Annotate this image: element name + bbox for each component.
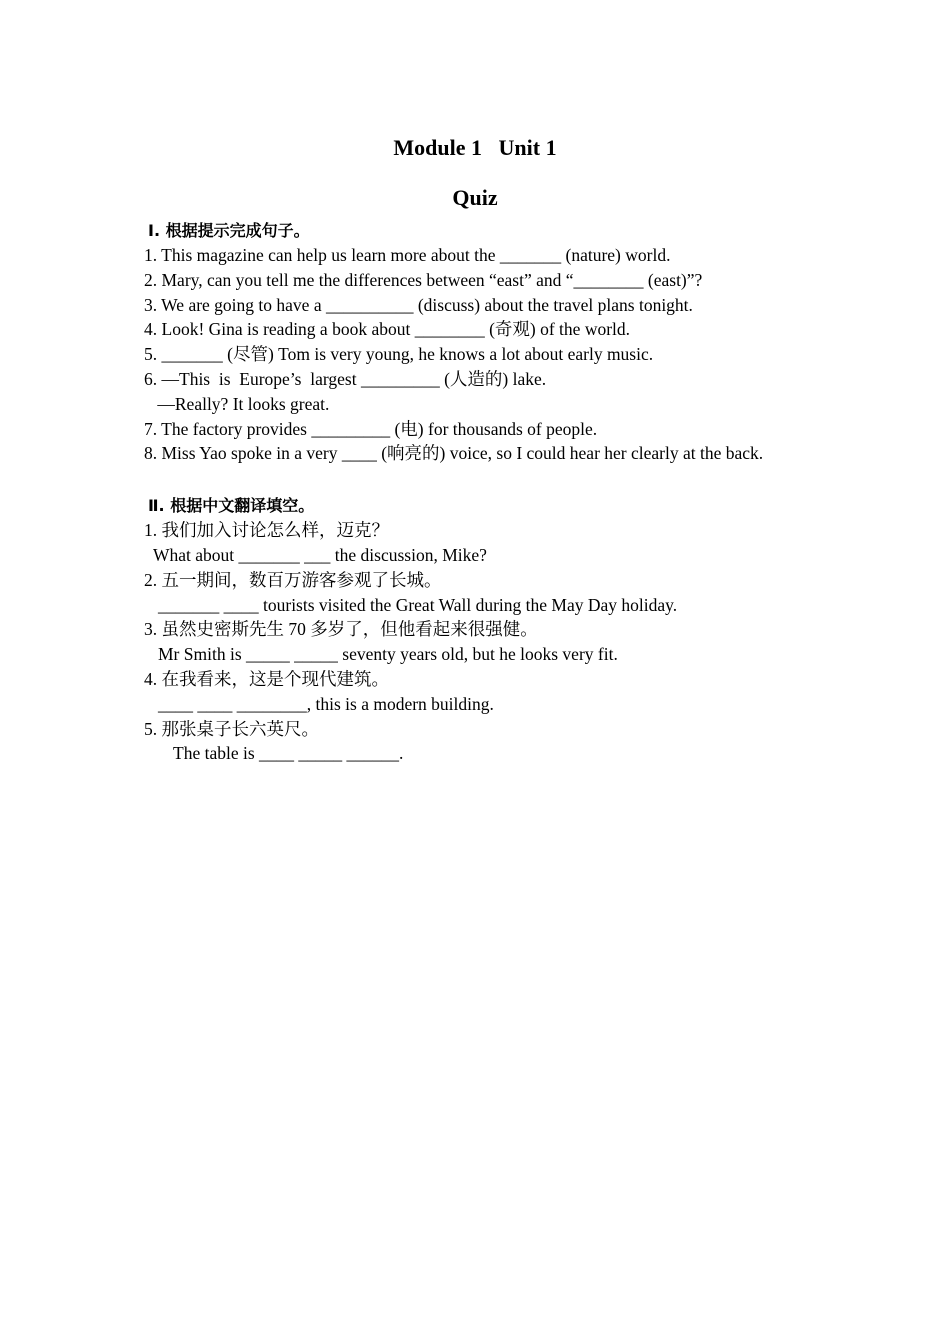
section-2 bbox=[144, 493, 806, 766]
section-2-item-3-chinese: 3. 虽然史密斯先生 70 多岁了，但他看起来很强健。 bbox=[144, 619, 538, 640]
section-1-item-3: 3. We are going to have a __________ (discuss) about the travel plans tonight. bbox=[144, 294, 693, 315]
page-title: Module 1 Unit 1 bbox=[393, 135, 557, 160]
section-1-item-4: 4. Look! Gina is reading a book about ________ (奇观) of the world. bbox=[144, 319, 631, 340]
section-2-item-2-chinese: 2. 五一期间，数百万游客参观了长城。 bbox=[144, 569, 442, 590]
section-1-item-1: 1. This magazine can help us learn more about the _______ (nature) world. bbox=[144, 245, 671, 265]
section-1-item-6-reply: —Really? It looks great. bbox=[153, 393, 330, 414]
section-2-item-1-chinese: 1. 我们加入讨论怎么样，迈克？ bbox=[144, 520, 389, 541]
quiz-page bbox=[144, 130, 806, 766]
section-1-item-6: 6. —This is Europe’s largest _________ (人造的) lake. bbox=[144, 368, 547, 389]
section-2-item-5-english: The table is ____ _____ ______. bbox=[173, 743, 404, 764]
section-1-item-7: 7. The factory provides _________ (电) for thousands of people. bbox=[144, 418, 598, 439]
section-1-heading: Ⅰ. 根据提示完成句子。 bbox=[148, 221, 310, 240]
section-2-heading: Ⅱ. 根据中文翻译填空。 bbox=[148, 496, 315, 516]
section-2-item-4-chinese: 4. 在我看来，这是个现代建筑。 bbox=[144, 668, 389, 689]
section-2-item-4-english: ____ ____ ________, this is a modern building. bbox=[158, 693, 494, 714]
section-2-item-2-english: _______ ____ tourists visited the Great Wall during the May Day holiday. bbox=[158, 594, 678, 615]
section-divider-space bbox=[144, 466, 806, 491]
section-1-item-2: 2. Mary, can you tell me the differences between “east” and “________ (east)”? bbox=[144, 269, 703, 290]
page-subtitle: Quiz bbox=[452, 185, 498, 210]
section-2-item-3-english: Mr Smith is _____ _____ seventy years old, but he looks very fit. bbox=[158, 644, 618, 665]
section-1 bbox=[144, 218, 806, 466]
section-2-item-5-chinese: 5. 那张桌子长六英尺。 bbox=[144, 718, 319, 739]
section-2-item-1-english: What about _______ ___ the discussion, Mike? bbox=[153, 544, 487, 565]
section-1-item-5: 5. _______ (尽管) Tom is very young, he knows a lot about early music. bbox=[144, 344, 654, 365]
section-1-item-8: 8. Miss Yao spoke in a very ____ (响亮的) voice, so I could hear her clearly at the back. bbox=[144, 443, 764, 464]
